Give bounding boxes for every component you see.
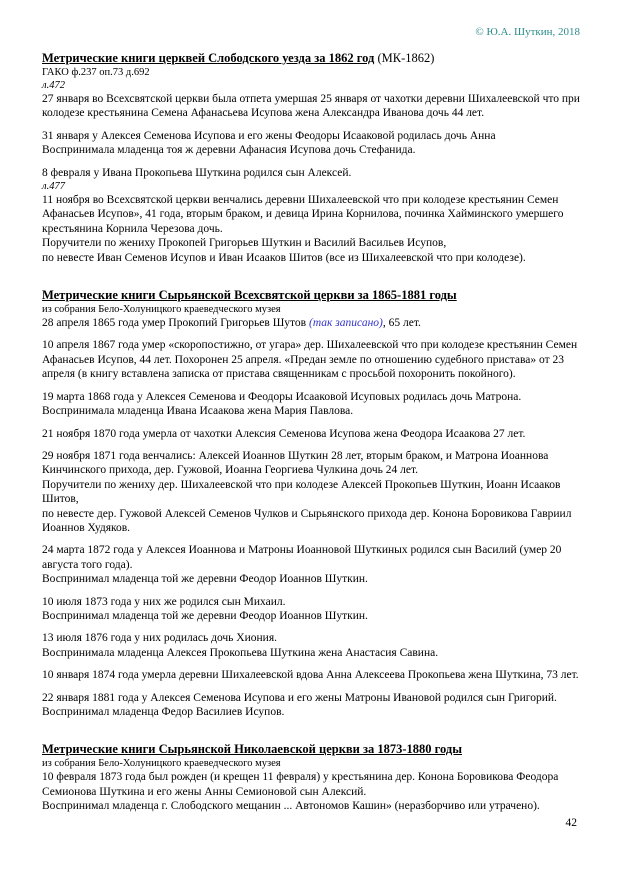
sheet-number [42,79,580,92]
text-run: из собрания Бело-Холуницкого краеведческого музея [42,758,281,770]
text-run: 19 марта 1868 года у Алексея Семенова и Феодоры Исааковой Исуповых родилась дочь Матрона. [42,390,522,403]
text-run: 22 января 1881 года у Алексея Семенова Исупова и его жены Матроны Ивановой родился сын Григорий. [42,691,557,704]
text-run: Поручители по жениху Прокопей Григорьев Шуткин и Василий Васильев Исупов, [42,237,447,250]
sheet-number [42,180,580,193]
text-run: 13 июля 1876 года у них родилась дочь Хиония. [42,632,277,645]
page-number: 42 [565,817,577,829]
text-run: Воспринимала младенца тоя ж деревни Афанасия Исупова дочь Стефанида. [42,144,416,157]
text-run: 11 ноября во Всехсвятской церкви венчались деревни Шихалеевской что при колодезе крестьянин Семен Афанасьев Исупов», 41 года, вторым браком, и девица Ирина Корнилова, починка Хайминского умершего крестьянина Корнила Черезова дочь. [42,194,564,235]
archive-reference [42,303,580,316]
text-run: по невесте Иван Семенов Исупов и Иван Исааков Шитов (все из Шихалеевской что при колодезе). [42,251,526,264]
text-run: 29 ноября 1871 года венчались: Алексей Иоаннов Шуткин 28 лет, вторым браком, и Матрона Иоаннова Кинчинского прихода, дер. Гужовой, Иоанна Георгиева Чулкина дочь 24 лет. [42,449,549,477]
text-run: 27 января во Всехсвятской церкви была отпета умершая 25 января от чахотки деревни Шихалеевской что при колодезе крестьянина Семена Афанасьева Исупова жена Александра Иванова дочь 44 лет. [42,93,580,120]
record-paragraph [42,338,580,381]
record-paragraph [42,236,580,265]
text-run: Воспринимала младенца Алексея Прокопьева Шуткина жена Анастасия Савина. [42,646,439,659]
text-run: 24 марта 1872 года у Алексея Иоаннова и Матроны Иоанновой Шуткиных родился сын Василий (умер 20 августа того года). [42,544,562,571]
archive-reference [42,66,580,79]
record-paragraph [42,193,580,236]
text-run: Воспринимал младенца той же деревни Феодор Иоаннов Шуткин. [42,573,368,586]
text-run: по невесте дер. Гужовой Алексей Семенов Чулков и Сырьянского прихода дер. Конона Боровикова Гавриил Иоаннов Худяков. [42,507,572,534]
text-run: Воспринимал младенца Федор Василиев Исупов. [42,706,285,718]
record-paragraph [42,449,580,478]
text-run: 21 ноября 1870 года умерла от чахотки Алексия Семенова Исупова жена Феодора Исаакова 27 лет. [42,427,526,440]
scribe-note: (так записано) [309,317,383,330]
text-run: 10 февраля 1873 года был рожден (и крещен 11 февраля) у крестьянина дер. Конона Боровикова Феодора Семионова Шуткина и его жены Анны Семионовой сын Алексий. [42,771,559,798]
text-run: ГАКО ф.237 оп.73 д.692 [42,67,150,78]
section-heading-text: Метрические книги церквей Слободского уезда за 1862 год [42,51,375,65]
section-heading [42,742,580,757]
text-run: 10 июля 1873 года у них же родился сын Михаил. [42,595,286,608]
document-body [42,51,580,814]
text-run: 10 апреля 1867 года умер «скоропостижно, от угара» дер. Шихалеевской что при колодезе крестьянин Семен Афанасьев Исупов, 44 лет. Похоронен 25 апреля. «Предан земле по отношению судебного пристава» от 23 апреля (в книгу вставлена записка от пристава священникам с просьбой похоронить покойного). [42,339,578,381]
record-paragraph [42,427,580,441]
text-run: 8 февраля у Ивана Прокопьева Шуткина родился сын Алексей. [42,166,352,179]
text-run: 31 января у Алексея Семенова Исупова и его жены Феодоры Исааковой родилась дочь Анна [42,129,496,142]
record-paragraph [42,543,580,586]
document-section [42,51,580,265]
section-heading-suffix: (МК-1862) [374,51,435,65]
document-section [42,742,580,813]
text-run: 28 апреля 1865 года умер Прокопий Григорьев Шутов [42,317,309,330]
archive-reference [42,757,580,770]
record-paragraph [42,478,580,536]
text-run: Поручители по жениху дер. Шихалеевской что при колодезе Алексей Прокопьев Шуткин, Иоанн Исааков Шитов, [42,478,561,506]
text-run: , 65 лет. [382,317,421,330]
text-run: Воспринимал младенца той же деревни Феодор Иоаннов Шуткин. [42,609,368,622]
record-paragraph [42,631,580,660]
section-heading [42,51,580,66]
section-heading-text: Метрические книги Сырьянской Всехсвятской церкви за 1865-1881 годы [42,288,457,303]
document-section [42,288,580,719]
text-run: л.472 [42,80,65,91]
record-paragraph [42,390,580,419]
record-paragraph [42,92,580,121]
record-paragraph [42,166,580,180]
text-run: л.477 [42,181,65,193]
record-paragraph [42,129,580,158]
record-paragraph [42,691,580,720]
record-paragraph [42,799,580,813]
text-run: Воспринимал младенца г. Слободского мещанин ... Автономов Кашин» (неразборчиво или утрачено). [42,800,540,813]
copyright-notice: © Ю.А. Шуткин, 2018 [475,26,580,38]
section-heading-text: Метрические книги Сырьянской Николаевской церкви за 1873-1880 годы [42,742,463,757]
text-run: Воспринимала младенца Ивана Исаакова жена Мария Павлова. [42,405,354,418]
record-paragraph [42,595,580,624]
record-paragraph [42,316,580,330]
record-paragraph [42,668,580,682]
record-paragraph [42,770,580,799]
text-run: 10 января 1874 года умерла деревни Шихалеевской вдова Анна Алексеева Прокопьева жена Шуткина, 73 лет. [42,669,579,682]
section-heading [42,288,580,303]
text-run: из собрания Бело-Холуницкого краеведческого музея [42,304,281,316]
